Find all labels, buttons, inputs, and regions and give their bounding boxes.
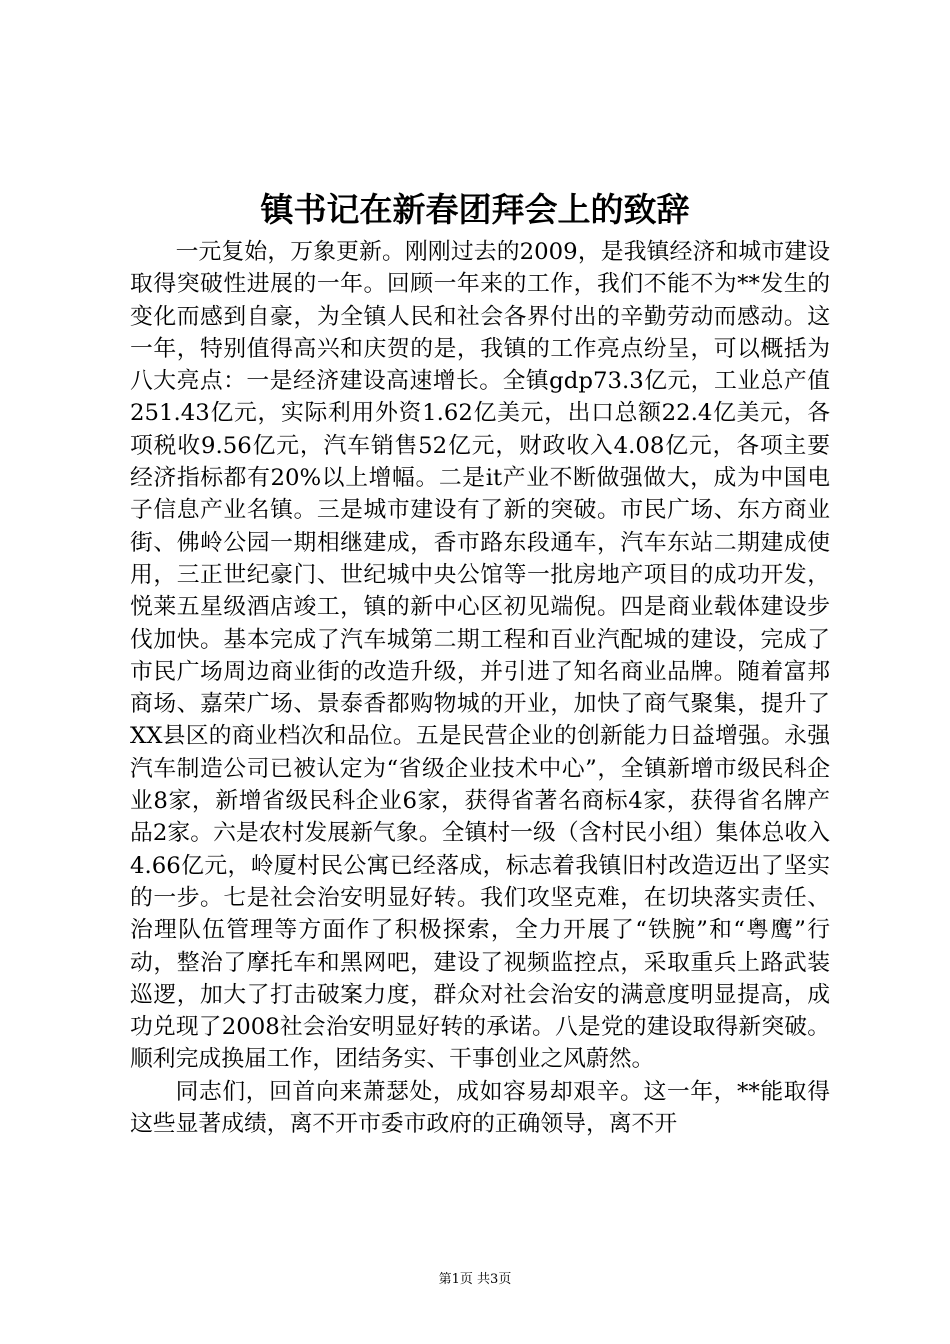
paragraph-highlights: 一元复始，万象更新。刚刚过去的2009，是我镇经济和城市建设取得突破性进展的一年。回顾一年来的工作，我们不能不为**发生的变化而感到自豪，为全镇人民和社会各界付出的辛勤劳动而感动。这一年，特别值得高兴和庆贺的是，我镇的工作亮点纷呈，可以概括为八大亮点：一是经济建设高速增长。全镇gdp73.3亿元，工业总产值251.43亿元，实际利用外资1.62亿美元，出口总额22.4亿美元，各项税收9.56亿元，汽车销售52亿元，财政收入4.08亿元，各项主要经济指标都有20%以上增幅。二是it产业不断做强做大，成为中国电子信息产业名镇。三是城市建设有了新的突破。市民广场、东方商业街、佛岭公园一期相继建成，香市路东段通车，汽车东站二期建成使用，三正世纪豪门、世纪城中央公馆等一批房地产项目的成功开发，悦莱五星级酒店竣工，镇的新中心区初见端倪。四是商业载体建设步伐加快。基本完成了汽车城第二期工程和百业汽配城的建设，完成了市民广场周边商业街的改造升级，并引进了知名商业品牌。随着富邦商场、嘉荣广场、景泰香都购物城的开业，加快了商气聚集，提升了XX县区的商业档次和品位。五是民营企业的创新能力日益增强。永强汽车制造公司已被认定为“省级企业技术中心”，全镇新增市级民科企业8家，新增省级民科企业6家，获得省著名商标4家，获得省名牌产品2家。六是农村发展新气象。全镇村一级（含村民小组）集体总收入4.66亿元，岭厦村民公寓已经落成，标志着我镇旧村改造迈出了坚实的一步。七是社会治安明显好转。我们攻坚克难，在切块落实责任、治理队伍管理等方面作了积极探索，全力开展了“铁腕”和“粤鹰”行动，整治了摩托车和黑网吧，建设了视频监控点，采取重兵上路武装巡逻，加大了打击破案力度，群众对社会治安的满意度明显提高，成功兑现了2008社会治安明显好转的承诺。八是党的建设取得新突破。顺利完成换届工作，团结务实、干事创业之风蔚然。 — [130, 239, 830, 1073]
page-footer: 第1页 共3页 — [438, 1272, 512, 1287]
paragraph-comrades: 同志们，回首向来萧瑟处，成如容易却艰辛。这一年，**能取得这些显著成绩，离不开市委市政府的正确领导，离不开 — [130, 1078, 830, 1138]
document-body — [130, 236, 830, 1140]
document-title: 镇书记在新春团拜会上的致辞 — [260, 190, 690, 229]
